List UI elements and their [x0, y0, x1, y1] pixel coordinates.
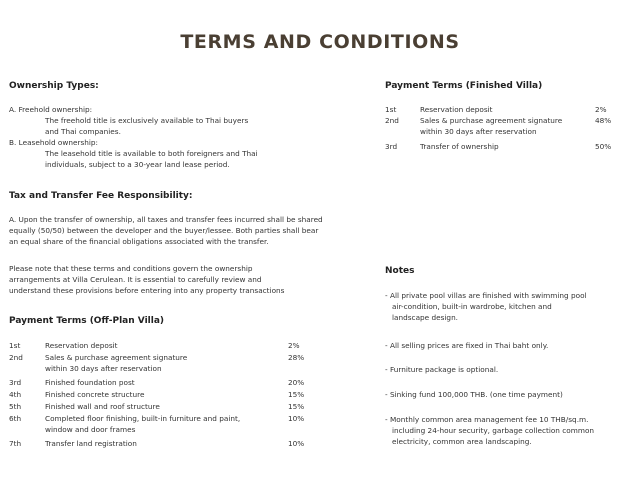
- installment-percent: 10%: [288, 439, 305, 448]
- note-2: - All selling prices are fixed in Thai baht only.: [385, 341, 549, 350]
- installment-description: within 30 days after reservation: [420, 127, 537, 136]
- note-5-line-1: - Monthly common area management fee 10 THB/sq.m.: [385, 415, 589, 424]
- note-3: - Furniture package is optional.: [385, 365, 499, 374]
- note-5-line-3: electricity, common area landscaping.: [392, 437, 532, 446]
- installment-description: Finished foundation post: [45, 378, 135, 387]
- freehold-text-2: and Thai companies.: [45, 127, 121, 136]
- freehold-text-1: The freehold title is exclusively available to Thai buyers: [45, 116, 249, 125]
- notes-heading: Notes: [385, 266, 415, 276]
- note-1-line-2: air-condition, built-in wardrobe, kitchen and: [392, 302, 552, 311]
- installment-description: Finished wall and roof structure: [45, 402, 160, 411]
- offplan-heading: Payment Terms (Off-Plan Villa): [9, 316, 165, 326]
- installment-percent: 50%: [595, 142, 612, 151]
- installment-number: 4th: [9, 390, 22, 399]
- installment-percent: 28%: [288, 353, 305, 362]
- installment-number: 2nd: [9, 353, 23, 362]
- installment-description: within 30 days after reservation: [45, 364, 162, 373]
- installment-percent: 15%: [288, 402, 305, 411]
- finished-heading: Payment Terms (Finished Villa): [385, 81, 543, 91]
- installment-description: Finished concrete structure: [45, 390, 145, 399]
- ownership-heading: Ownership Types:: [9, 81, 99, 91]
- installment-number: 7th: [9, 439, 22, 448]
- installment-description: Reservation deposit: [420, 105, 493, 114]
- installment-number: 1st: [9, 341, 21, 350]
- installment-description: Reservation deposit: [45, 341, 118, 350]
- installment-percent: 2%: [288, 341, 300, 350]
- installment-number: 3rd: [385, 142, 398, 151]
- installment-description: Completed floor finishing, built-in furniture and paint,: [45, 414, 241, 423]
- tax-paragraph-line-1: A. Upon the transfer of ownership, all taxes and transfer fees incurred shall be shared: [9, 215, 323, 224]
- note-1-line-3: landscape design.: [392, 313, 459, 322]
- leasehold-text-1: The leasehold title is available to both foreigners and Thai: [45, 149, 258, 158]
- leasehold-label: B. Leasehold ownership:: [9, 138, 98, 147]
- installment-percent: 2%: [595, 105, 607, 114]
- installment-number: 3rd: [9, 378, 22, 387]
- page-title: TERMS AND CONDITIONS: [180, 31, 460, 53]
- installment-description: Transfer land registration: [45, 439, 137, 448]
- installment-percent: 20%: [288, 378, 305, 387]
- note-paragraph-line-2: arrangements at Villa Cerulean. It is essential to carefully review and: [9, 275, 262, 284]
- tax-heading: Tax and Transfer Fee Responsibility:: [9, 191, 193, 201]
- note-paragraph-line-1: Please note that these terms and conditions govern the ownership: [9, 264, 253, 273]
- installment-description: window and door frames: [45, 425, 136, 434]
- installment-number: 5th: [9, 402, 22, 411]
- installment-number: 6th: [9, 414, 22, 423]
- installment-percent: 48%: [595, 116, 612, 125]
- note-paragraph-line-3: understand these provisions before entering into any property transactions: [9, 286, 285, 295]
- installment-percent: 10%: [288, 414, 305, 423]
- freehold-label: A. Freehold ownership:: [9, 105, 93, 114]
- tax-paragraph-line-2: equally (50/50) between the developer and the buyer/lessee. Both parties shall bear: [9, 226, 319, 235]
- installment-description: Transfer of ownership: [420, 142, 499, 151]
- installment-number: 2nd: [385, 116, 399, 125]
- installment-percent: 15%: [288, 390, 305, 399]
- tax-paragraph-line-3: an equal share of the financial obligations associated with the transfer.: [9, 237, 269, 246]
- note-5-line-2: including 24-hour security, garbage collection common: [392, 426, 595, 435]
- installment-description: Sales & purchase agreement signature: [45, 353, 188, 362]
- installment-description: Sales & purchase agreement signature: [420, 116, 563, 125]
- note-1-line-1: - All private pool villas are finished with swimming pool: [385, 291, 587, 300]
- leasehold-text-2: individuals, subject to a 30-year land lease period.: [45, 160, 230, 169]
- note-4: - Sinking fund 100,000 THB. (one time payment): [385, 390, 563, 399]
- installment-number: 1st: [385, 105, 397, 114]
